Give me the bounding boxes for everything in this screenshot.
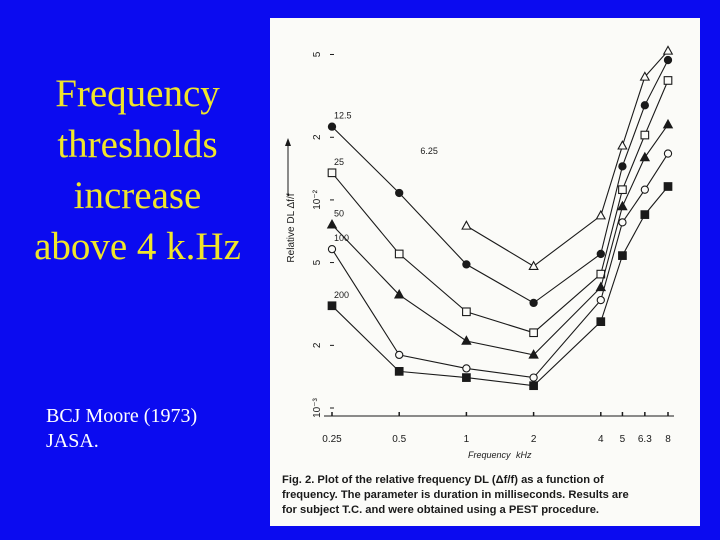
x-tick-label: 1: [463, 434, 470, 445]
data-point: [462, 336, 471, 344]
series-line: [332, 187, 668, 386]
data-point: [395, 368, 403, 376]
x-tick-label: 4: [598, 434, 604, 445]
y-axis-arrowhead: [285, 138, 291, 146]
data-point: [664, 56, 671, 63]
data-point: [619, 219, 626, 226]
title-line: thresholds: [57, 123, 218, 166]
data-point: [463, 308, 471, 316]
x-axis-unit: kHz: [516, 450, 532, 460]
title-line: increase: [73, 174, 202, 217]
data-point: [396, 189, 403, 196]
data-point: [530, 329, 538, 337]
series-label: 200: [334, 289, 350, 300]
y-tick-label: 2: [312, 134, 323, 141]
caption-line: frequency. The parameter is duration in milliseconds. Results are: [282, 489, 629, 501]
data-point: [664, 120, 673, 128]
y-tick-label: 10⁻²: [312, 190, 323, 210]
x-axis-label: Frequency: [468, 450, 511, 460]
data-point: [641, 131, 649, 139]
data-point: [530, 374, 537, 381]
series-12.5: [328, 56, 671, 306]
data-point: [619, 186, 627, 194]
x-tick-label: 5: [619, 434, 626, 445]
caption-line: for subject T.C. and were obtained using a PEST procedure.: [282, 504, 600, 516]
series-label: 100: [334, 233, 350, 244]
y-tick-label: 10⁻³: [312, 398, 323, 418]
data-point: [618, 141, 627, 149]
data-point: [463, 374, 471, 382]
data-point: [597, 250, 604, 257]
data-point: [619, 252, 627, 260]
data-point: [328, 246, 335, 253]
figure-panel: [270, 18, 700, 526]
data-point: [328, 220, 337, 228]
data-point: [463, 365, 470, 372]
data-point: [664, 77, 672, 85]
series-label: 12.5: [334, 110, 352, 121]
data-point: [597, 318, 605, 326]
data-point: [641, 186, 648, 193]
data-point: [641, 211, 649, 219]
x-tick-label: 6.3: [637, 434, 652, 445]
y-tick-label: 5: [312, 51, 323, 58]
citation-line: JASA.: [46, 430, 99, 452]
title-line: above 4 k.Hz: [34, 225, 241, 268]
x-tick-label: 0.5: [392, 434, 407, 445]
x-tick-label: 8: [665, 434, 671, 445]
series-line: [332, 81, 668, 333]
y-tick-label: 2: [312, 342, 323, 349]
data-point: [641, 102, 648, 109]
series-line: [466, 51, 668, 266]
chart-series: [328, 46, 673, 389]
data-point: [462, 221, 471, 229]
data-point: [597, 211, 606, 219]
data-point: [463, 261, 470, 268]
data-point: [328, 169, 336, 177]
citation-line: BCJ Moore (1973): [46, 405, 198, 427]
series-line: [332, 60, 668, 303]
series-label: 25: [334, 156, 345, 167]
dl-chart: [270, 18, 700, 526]
data-point: [619, 163, 626, 170]
x-tick-label: 0.25: [322, 434, 342, 445]
series-label: 50: [334, 208, 345, 219]
data-point: [530, 299, 537, 306]
series-100: [328, 150, 671, 381]
data-point: [529, 262, 538, 270]
y-tick-label: 5: [312, 259, 323, 266]
data-point: [664, 150, 671, 157]
data-point: [664, 46, 673, 54]
data-point: [530, 382, 538, 390]
slide-title: [20, 68, 255, 272]
series-6.25: [420, 46, 672, 269]
data-point: [597, 297, 604, 304]
data-point: [328, 302, 336, 310]
title-line: Frequency: [55, 72, 220, 115]
data-point: [396, 351, 403, 358]
y-axis-label: Relative DL Δf/f: [286, 193, 297, 263]
data-point: [664, 183, 672, 191]
x-tick-label: 2: [530, 434, 537, 445]
figure-caption: [282, 474, 629, 516]
caption-line: Fig. 2. Plot of the relative frequency DL (Δf/f) as a function of: [282, 474, 604, 486]
data-point: [328, 123, 335, 130]
citation: [46, 404, 266, 454]
series-label: 6.25: [420, 145, 438, 156]
data-point: [395, 250, 403, 258]
